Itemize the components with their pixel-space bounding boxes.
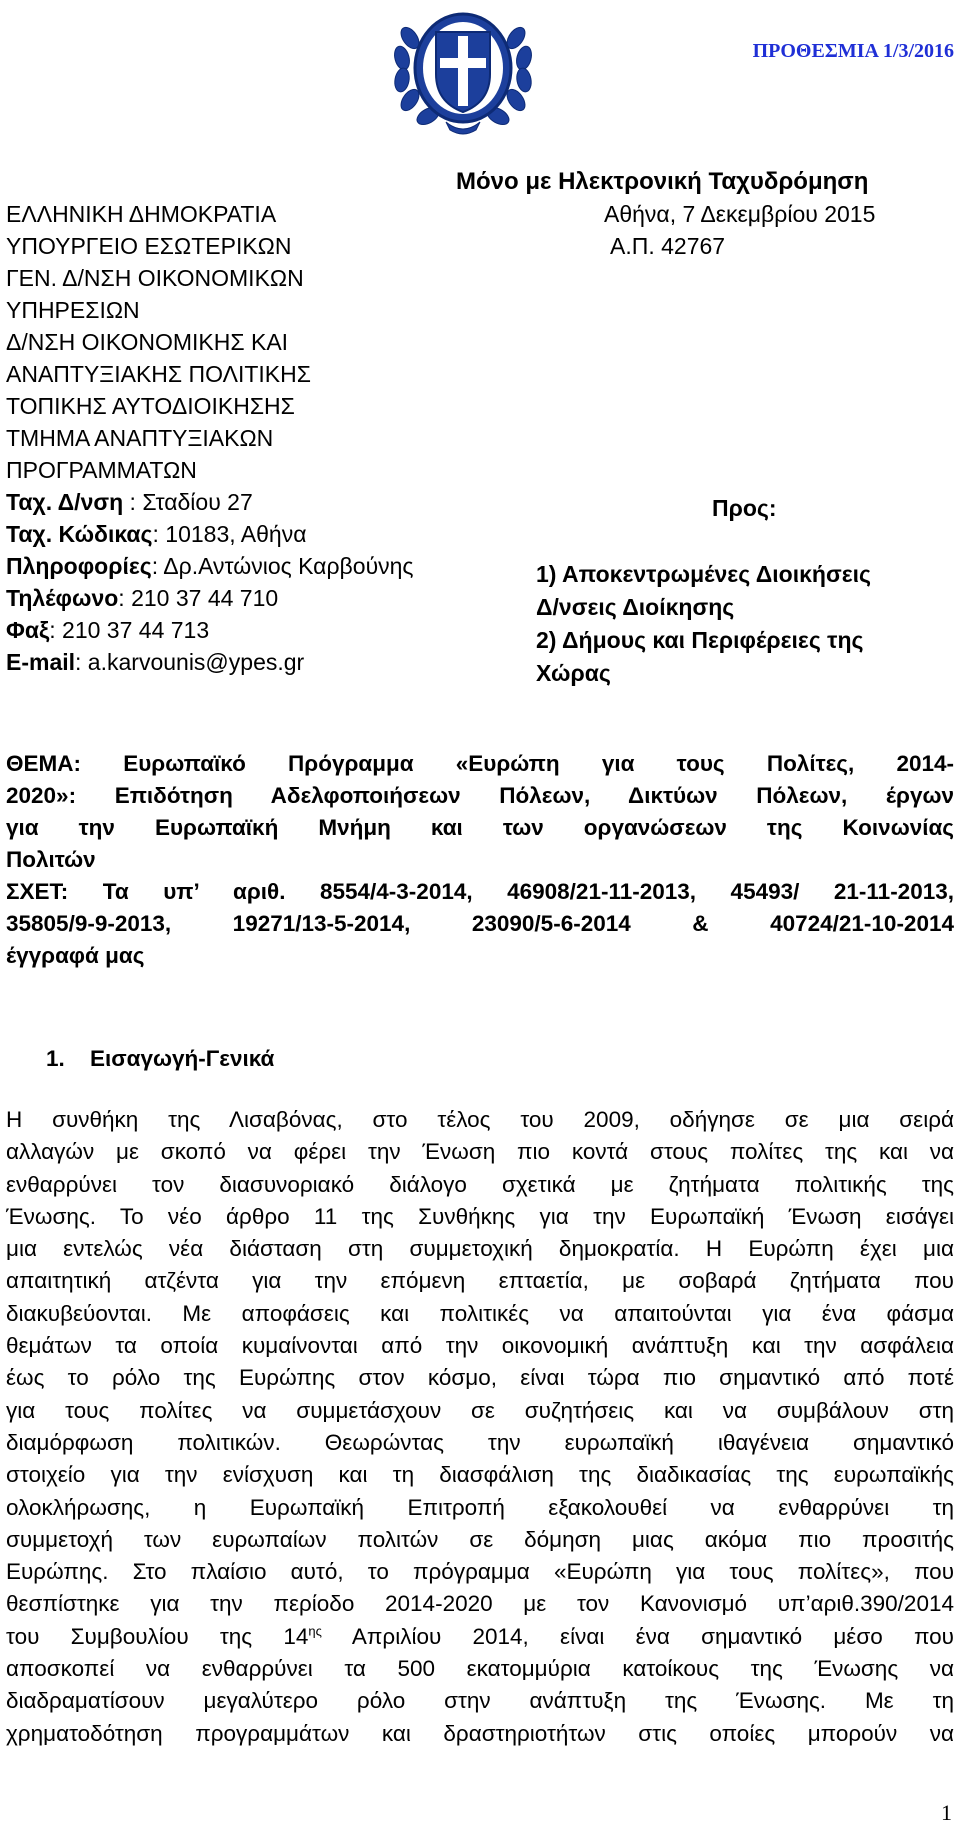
information-contact: Πληροφορίες: Δρ.Αντώνιος Καρβούνης	[6, 553, 414, 579]
body-line: διαμόρφωση πολιτικών. Θεωρώντας την ευρωπαϊκή ιθαγένεια σημαντικό	[6, 1429, 954, 1455]
header-line-development-policy: ΑΝΑΠΤΥΞΙΑΚΗΣ ΠΟΛΙΤΙΚΗΣ	[6, 361, 311, 387]
body-line: θεμάτων τα οποία κυμαίνονται από την οικονομική ανάπτυξη και την ασφάλεια	[6, 1333, 954, 1359]
sender-header-block	[6, 198, 414, 678]
section-number: 1.	[46, 1046, 65, 1071]
recipients-list	[536, 558, 871, 690]
header-line-republic: ΕΛΛΗΝΙΚΗ ΔΗΜΟΚΡΑΤΙΑ	[6, 201, 277, 227]
protocol-number: Α.Π. 42767	[610, 233, 726, 259]
body-line: ολοκλήρωσης, η Ευρωπαϊκή Επιτροπή εξακολουθεί να ενθαρρύνει τη	[6, 1494, 954, 1520]
document-date: Αθήνα, 7 Δεκεμβρίου 2015	[604, 201, 876, 227]
subject-line: Πολιτών	[6, 847, 96, 872]
body-line: μια εντελώς νέα διάσταση στη συμμετοχική δημοκρατία. Η Ευρώπη έχει μια	[6, 1236, 954, 1262]
body-line: στοιχείο για την ενίσχυση και τη διασφάλιση της διαδικασίας της ευρωπαϊκής	[6, 1462, 954, 1488]
reference-line: 35805/9-9-2013, 19271/13-5-2014, 23090/5-6-2014 & 40724/21-10-2014	[6, 911, 954, 936]
telephone: Τηλέφωνο: 210 37 44 710	[6, 585, 279, 611]
body-line: διαδραματίσουν μεγαλύτερο ρόλο στην ανάπτυξη της Ένωσης. Με τη	[6, 1688, 954, 1714]
section-title: Εισαγωγή-Γενικά	[90, 1046, 275, 1071]
greek-coat-of-arms-emblem	[388, 2, 538, 138]
header-line-directorate: Δ/ΝΣΗ ΟΙΚΟΝΟΜΙΚΗΣ ΚΑΙ	[6, 329, 289, 355]
page-number: 1	[941, 1800, 952, 1825]
body-line: χρηματοδότηση προγραμμάτων και δραστηριοτήτων στις οποίες μπορούν να	[6, 1720, 954, 1746]
body-line: Ευρώπης. Στο πλαίσιο αυτό, το πρόγραμμα «Ευρώπη για τους πολίτες», που	[6, 1559, 954, 1585]
subject-block	[6, 748, 954, 972]
email: E-mail: a.karvounis@ypes.gr	[6, 649, 305, 675]
recipient-line: Χώρας	[536, 660, 611, 686]
header-line-gen-directorate: ΓΕΝ. Δ/ΝΣΗ ΟΙΚΟΝΟΜΙΚΩΝ	[6, 265, 304, 291]
to-label: Προς:	[712, 495, 777, 521]
section-heading	[46, 1043, 274, 1075]
body-line: θεσπίστηκε για την περίοδο 2014-2020 με τον Κανονισμό υπ’αριθ.390/2014	[6, 1591, 954, 1617]
reference-line: ΣΧΕΤ: Τα υπ’ αριθ. 8554/4-3-2014, 46908/21-11-2013, 45493/ 21-11-2013,	[6, 879, 954, 904]
body-line: απαιτητική ατζέντα για την επόμενη επταετία, με σοβαρά ζητήματα που	[6, 1268, 954, 1294]
body-line: αλλαγών με σκοπό να φέρει την Ένωση πιο κοντά στους πολίτες της και να	[6, 1139, 954, 1165]
body-line: Η συνθήκη της Λισαβόνας, στο τέλος του 2009, οδήγησε σε μια σειρά	[6, 1107, 954, 1132]
subject-line: για την Ευρωπαϊκή Μνήμη και των οργανώσεων της Κοινωνίας	[6, 815, 954, 840]
recipient-line: 2) Δήμους και Περιφέρειες της	[536, 627, 864, 653]
header-line-department: ΤΜΗΜΑ ΑΝΑΠΤΥΞΙΑΚΩΝ	[6, 425, 274, 451]
postal-code: Ταχ. Κώδικας: 10183, Αθήνα	[6, 521, 307, 547]
body-line: ενθαρρύνει τον διασυνοριακό διάλογο σχετικά με ζητήματα πολιτικής της	[6, 1171, 954, 1197]
body-line: έως το ρόλο της Ευρώπης στον κόσμο, είναι τώρα πιο σημαντικό από ποτέ	[6, 1365, 954, 1391]
electronic-mail-only: Μόνο με Ηλεκτρονική Ταχυδρόμηση	[456, 168, 869, 195]
ordinal-superscript: ης	[308, 1623, 322, 1639]
recipient-line: 1) Αποκεντρωμένες Διοικήσεις	[536, 561, 871, 587]
body-line: για τους πολίτες να συμμετάσχουν σε συζητήσεις και να συμβάλουν στη	[6, 1397, 954, 1423]
recipient-line: Δ/νσεις Διοίκησης	[536, 594, 735, 620]
postal-address: Ταχ. Δ/νση : Σταδίου 27	[6, 489, 253, 515]
body-line: συμμετοχή των ευρωπαίων πολιτών σε δόμηση μιας ακόμα πιο προσιτής	[6, 1526, 954, 1552]
body-paragraph	[6, 1104, 954, 1750]
body-line: διακυβεύονται. Με αποφάσεις και πολιτικές να απαιτούνται για ένα φάσμα	[6, 1300, 954, 1326]
fax: Φαξ: 210 37 44 713	[6, 617, 210, 643]
header-line-local-government: ΤΟΠΙΚΗΣ ΑΥΤΟΔΙΟΙΚΗΣΗΣ	[6, 393, 295, 419]
body-line: Ένωσης. Το νέο άρθρο 11 της Συνθήκης για την Ευρωπαϊκή Ένωση εισάγει	[6, 1203, 954, 1229]
header-line-ministry: ΥΠΟΥΡΓΕΙΟ ΕΣΩΤΕΡΙΚΩΝ	[6, 233, 292, 259]
reference-line: έγγραφά μας	[6, 943, 145, 968]
subject-line: 2020»: Επιδότηση Αδελφοποιήσεων Πόλεων, Δικτύων Πόλεων, έργων	[6, 783, 954, 808]
header-line-programmes: ΠΡΟΓΡΑΜΜΑΤΩΝ	[6, 457, 197, 483]
subject-line: ΘΕΜΑ: Ευρωπαϊκό Πρόγραμμα «Ευρώπη για τους Πολίτες, 2014-	[6, 751, 954, 776]
body-line: του Συμβουλίου της $14^{\eta\varsigma}$ Απριλίου 2014, είναι ένα σημαντικό μέσο που	[6, 1623, 954, 1649]
deadline-notice: ΠΡΟΘΕΣΜΙΑ 1/3/2016	[752, 40, 954, 62]
header-line-services: ΥΠΗΡΕΣΙΩΝ	[6, 297, 140, 323]
body-line: αποσκοπεί να ενθαρρύνει τα 500 εκατομμύρια κατοίκους της Ένωσης να	[6, 1656, 954, 1682]
